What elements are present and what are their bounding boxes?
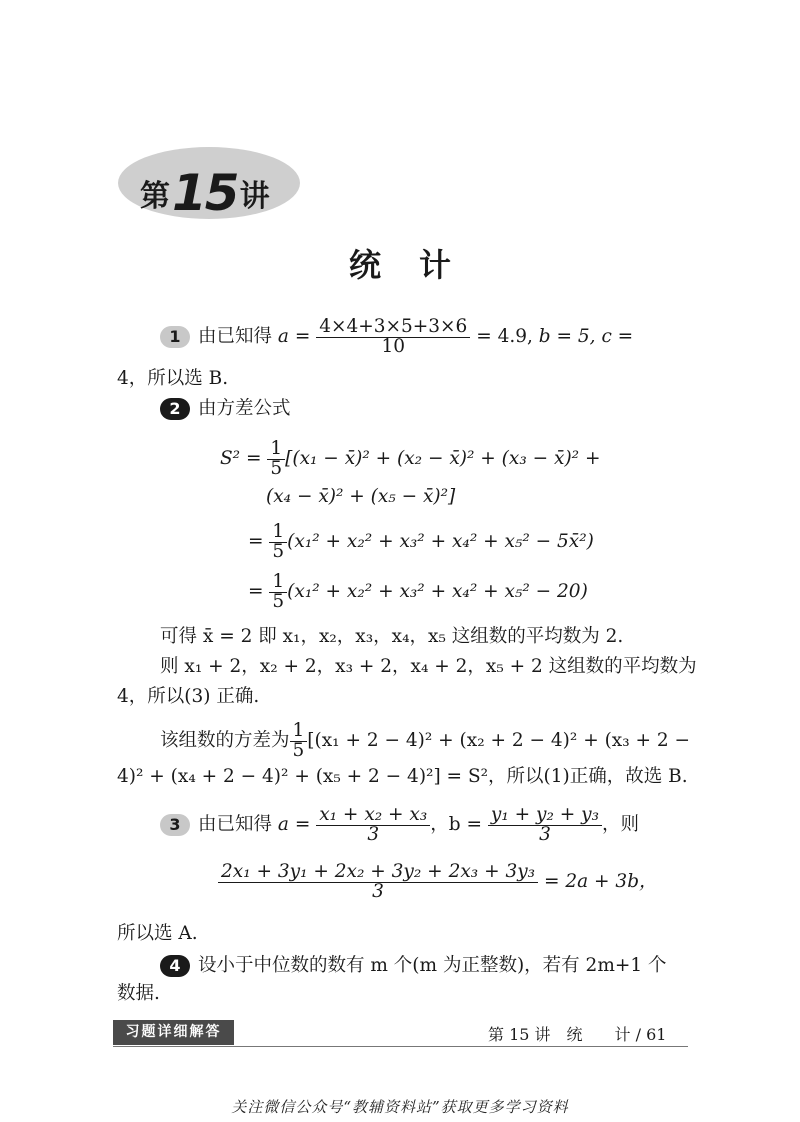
footer-tag: 习题详细解答 [113,1020,234,1045]
p2-line1 [160,398,291,420]
p3-big-num: 2x₁ + 3y₁ + 2x₂ + 3y₂ + 2x₃ + 3y₃ [221,861,536,882]
p3-b-den: 3 [488,825,602,845]
p1-var-a: a [277,326,289,347]
lecture-label [140,160,270,222]
p2-eq3 [248,523,594,561]
p3-big-den: 3 [218,882,538,902]
p2-lead: 由方差公式 [198,398,291,419]
page-title: 统计 [348,246,489,284]
p2-eq1-rhs: [(x₁ − x̄)² + (x₂ − x̄)² + (x₃ − x̄)² + [285,448,601,469]
p2-text4-rest: [(x₁ + 2 − 4)² + (x₂ + 2 − 4)² + (x₃ + 2 − [307,730,691,751]
problem-number-4: 4 [160,955,190,977]
p2-text3: 4，所以(3) 正确. [117,686,260,707]
p2-text4 [160,722,690,760]
p1-numerator: 4×4+3×5+3×6 [319,316,468,337]
p3-a-num: x₁ + x₂ + x₃ [319,804,428,825]
p2-eq1-lhs: S² = [220,448,268,469]
p3-a-frac [316,806,430,844]
p1-eq: = [288,326,317,347]
p3-big-eq [218,863,658,901]
p1-result: = 4.9, [470,326,539,347]
p3-b-frac [488,806,602,844]
p2-eq3-rhs: (x₁² + x₂² + x₃² + x₄² + x₅² − 5x̄²) [287,531,594,552]
p4-line2: 数据. [117,983,160,1004]
p3-tail: ，则 [602,814,640,835]
p2-eq4-frac-den: 5 [269,592,287,612]
p2-text4-lead: 该组数的方差为 [160,730,290,751]
p2-text1: 可得 x̄ = 2 即 x₁，x₂，x₃，x₄，x₅ 这组数的平均数为 2. [160,626,624,647]
p2-eq1-frac [267,440,285,478]
problem-number-1: 1 [160,326,190,348]
p1-line1 [160,318,633,356]
lecture-number: 15 [172,164,238,222]
p2-eq3-frac-num: 1 [272,521,285,542]
p1-c: c = [601,326,634,347]
p3-line1 [160,806,639,844]
p2-frac-num: 1 [270,438,283,459]
p2-text4-frac [290,722,308,760]
p1-denominator: 10 [316,337,470,357]
p2-eq4-rhs: (x₁² + x₂² + x₃² + x₄² + x₅² − 20) [287,581,588,602]
p2-eq4-lhs: = [248,581,270,602]
p1-line2: 4，所以选 B. [117,368,229,389]
running-head: 第 15 讲 统 计 / 61 [488,1025,667,1044]
p3-big-rhs: = 2a + 3b， [538,871,658,892]
p2-eq3-lhs: = [248,531,270,552]
p3-b-num: y₁ + y₂ + y₃ [490,804,600,825]
p3-a-lhs: a = [277,814,317,835]
p3-a-den: 3 [316,825,430,845]
p4-text: 设小于中位数的数有 m 个(m 为正整数)，若有 2m+1 个 [198,955,667,976]
p3-lead: 由已知得 [198,814,273,835]
p2-eq4-frac [269,573,287,611]
p1-b: b = 5, [538,326,602,347]
watermark: 关注微信公众号“教辅资料站”获取更多学习资料 [231,1098,569,1116]
p1-fraction [316,318,470,356]
p2-eq1 [220,440,600,478]
p3-mid: ，b = [430,814,488,835]
p3-big-frac [218,863,538,901]
p2-t4-frac-num: 1 [292,720,305,741]
problem-number-3: 3 [160,814,190,836]
p1-lead: 由已知得 [198,326,273,347]
p2-eq3-frac [269,523,287,561]
p2-frac-den: 5 [267,459,285,479]
p2-text5: 4)² + (x₄ + 2 − 4)² + (x₅ + 2 − 4)²] = S²，所以(1)正确，故选 B. [117,766,688,787]
p3-conclusion: 所以选 A. [117,923,198,944]
lecture-prefix: 第 [140,179,170,214]
p2-t4-frac-den: 5 [290,741,308,761]
p2-eq4-frac-num: 1 [272,571,285,592]
p4-line1 [160,955,667,977]
p2-eq2: (x₄ − x̄)² + (x₅ − x̄)²] [266,486,456,507]
p2-eq4 [248,573,588,611]
lecture-suffix: 讲 [239,179,270,214]
p2-eq3-frac-den: 5 [269,542,287,562]
footer-rule [113,1046,688,1047]
p2-text2: 则 x₁ + 2，x₂ + 2，x₃ + 2，x₄ + 2，x₅ + 2 这组数的平均数为 [160,656,697,677]
problem-number-2: 2 [160,398,190,420]
